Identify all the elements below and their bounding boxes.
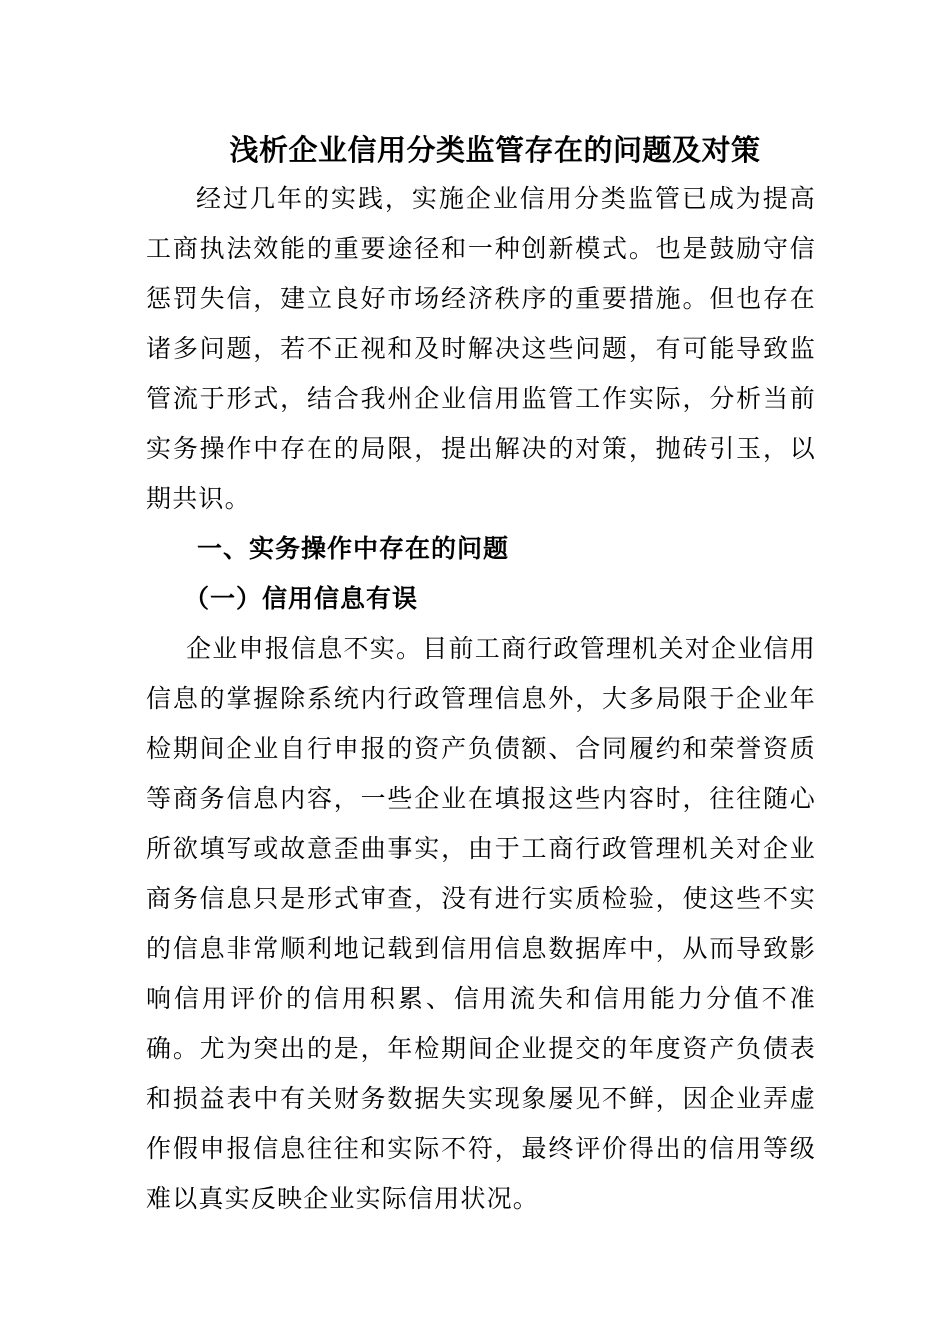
subsection-heading: （一）信用信息有误 bbox=[184, 584, 419, 613]
section-heading: 一、实务操作中存在的问题 bbox=[197, 534, 510, 563]
intro-paragraph: 经过几年的实践，实施企业信用分类监管已成为提高工商执法效能的重要途径和一种创新模式。也是鼓励守信惩罚失信，建立良好市场经济秩序的重要措施。但也存在诸多问题，若不正视和及时解决这些问题，有可能导致监管流于形式，结合我州企业信用监管工作实际，分析当前实务操作中存在的局限，提出解决的对策，抛砖引玉，以期共识。 bbox=[146, 184, 816, 513]
document-title: 浅析企业信用分类监管存在的问题及对策 bbox=[229, 133, 761, 167]
body-paragraph: 企业申报信息不实。目前工商行政管理机关对企业信用信息的掌握除系统内行政管理信息外，大多局限于企业年检期间企业自行申报的资产负债额、合同履约和荣誉资质等商务信息内容，一些企业在填报这些内容时，往往随心所欲填写或故意歪曲事实，由于工商行政管理机关对企业商务信息只是形式审查，没有进行实质检验，使这些不实的信息非常顺利地记载到信用信息数据库中，从而导致影响信用评价的信用积累、信用流失和信用能力分值不准确。尤为突出的是，年检期间企业提交的年度资产负债表和损益表中有关财务数据失实现象屡见不鲜，因企业弄虚作假申报信息往往和实际不符，最终评价得出的信用等级难以真实反映企业实际信用状况。 bbox=[146, 634, 816, 1213]
